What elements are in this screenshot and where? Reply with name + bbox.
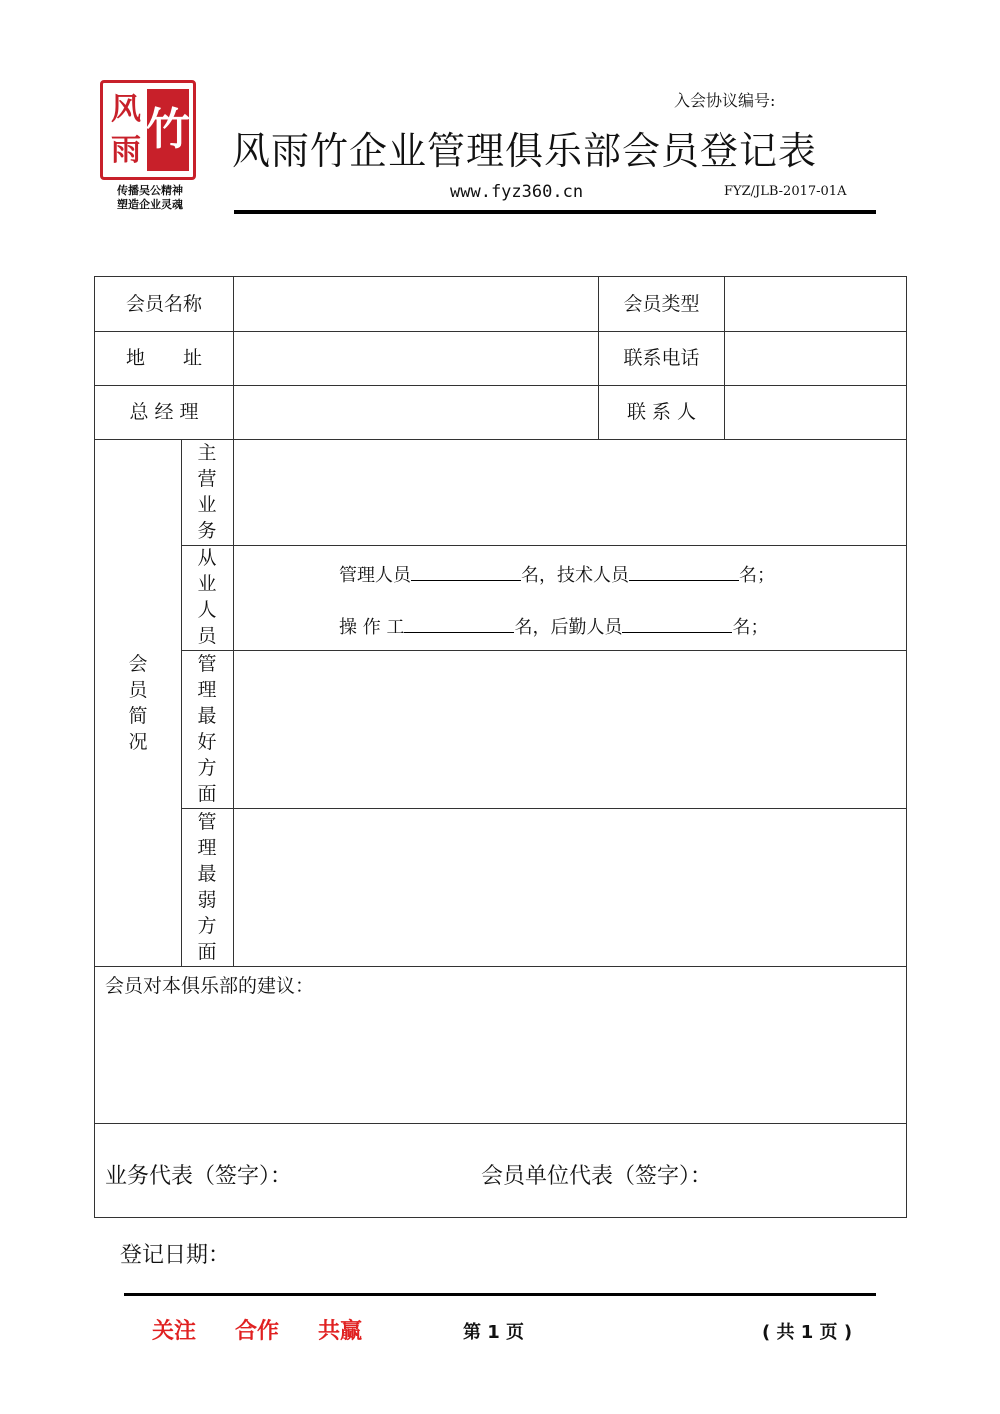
business-rep-signature-label: 业务代表（签字）： bbox=[105, 1164, 293, 1189]
operators-count-field[interactable] bbox=[404, 614, 514, 633]
club-logo bbox=[96, 76, 204, 216]
member-type-field[interactable] bbox=[725, 277, 906, 331]
footer-divider bbox=[124, 1293, 876, 1296]
contact-person-label: 联 系 人 bbox=[626, 401, 697, 423]
document-code: FYZ/JLB-2017-01A bbox=[724, 184, 847, 199]
best-aspect-label: 管 理 最 好 方 面 bbox=[197, 653, 217, 805]
employees-label: 从 业 人 员 bbox=[197, 547, 217, 647]
seal-char-zhu: 竹 bbox=[146, 104, 190, 155]
website-link[interactable]: www.fyz360.cn bbox=[450, 182, 584, 202]
staff-row-2: 操 作 工 名，后勤人员 名； bbox=[339, 613, 768, 639]
member-name-field[interactable] bbox=[234, 277, 598, 331]
phone-field[interactable] bbox=[725, 332, 906, 385]
contact-person-field[interactable] bbox=[725, 386, 906, 439]
registration-table bbox=[94, 276, 907, 1218]
weakest-aspect-field[interactable] bbox=[234, 809, 906, 966]
logistics-count-field[interactable] bbox=[622, 614, 732, 633]
suggestions-label: 会员对本俱乐部的建议： bbox=[105, 975, 315, 997]
logo-slogan: 传播吴公精神 塑造企业灵魂 bbox=[117, 184, 183, 211]
address-field[interactable] bbox=[234, 332, 598, 385]
motto-follow: 关注 bbox=[152, 1319, 197, 1344]
member-name-label: 会员名称 bbox=[125, 293, 202, 315]
general-manager-field[interactable] bbox=[234, 386, 598, 439]
motto-win-win: 共赢 bbox=[318, 1319, 363, 1344]
registration-date-label: 登记日期： bbox=[120, 1243, 231, 1268]
best-aspect-field[interactable] bbox=[234, 651, 906, 808]
weakest-aspect-label: 管 理 最 弱 方 面 bbox=[197, 811, 217, 963]
seal-char-yu: 雨 bbox=[111, 132, 141, 168]
form-title: 风雨竹企业管理俱乐部会员登记表 bbox=[232, 129, 818, 173]
general-manager-label: 总 经 理 bbox=[129, 401, 199, 423]
technicians-count-field[interactable] bbox=[629, 562, 739, 581]
main-business-field[interactable] bbox=[234, 440, 906, 545]
agreement-number-label: 入会协议编号: bbox=[674, 91, 776, 110]
member-profile-label: 会 员 简 况 bbox=[128, 653, 148, 753]
suggestions-field[interactable] bbox=[95, 997, 906, 1123]
seal-char-feng: 风 bbox=[111, 91, 141, 127]
page-number: 第 1 页 bbox=[463, 1322, 525, 1343]
main-business-label: 主 营 业 务 bbox=[197, 442, 217, 542]
member-type-label: 会员类型 bbox=[623, 293, 700, 315]
logo-seal bbox=[100, 80, 196, 180]
motto-cooperate: 合作 bbox=[235, 1319, 280, 1344]
managers-count-field[interactable] bbox=[411, 562, 521, 581]
member-rep-signature-label: 会员单位代表（签字）： bbox=[481, 1164, 713, 1189]
page-total: ( 共 1 页 ) bbox=[762, 1322, 853, 1343]
header-divider bbox=[234, 210, 876, 214]
address-label: 地 址 bbox=[125, 347, 202, 369]
phone-label: 联系电话 bbox=[623, 347, 700, 369]
staff-row-1: 管理人员 名，技术人员 名； bbox=[339, 561, 775, 587]
